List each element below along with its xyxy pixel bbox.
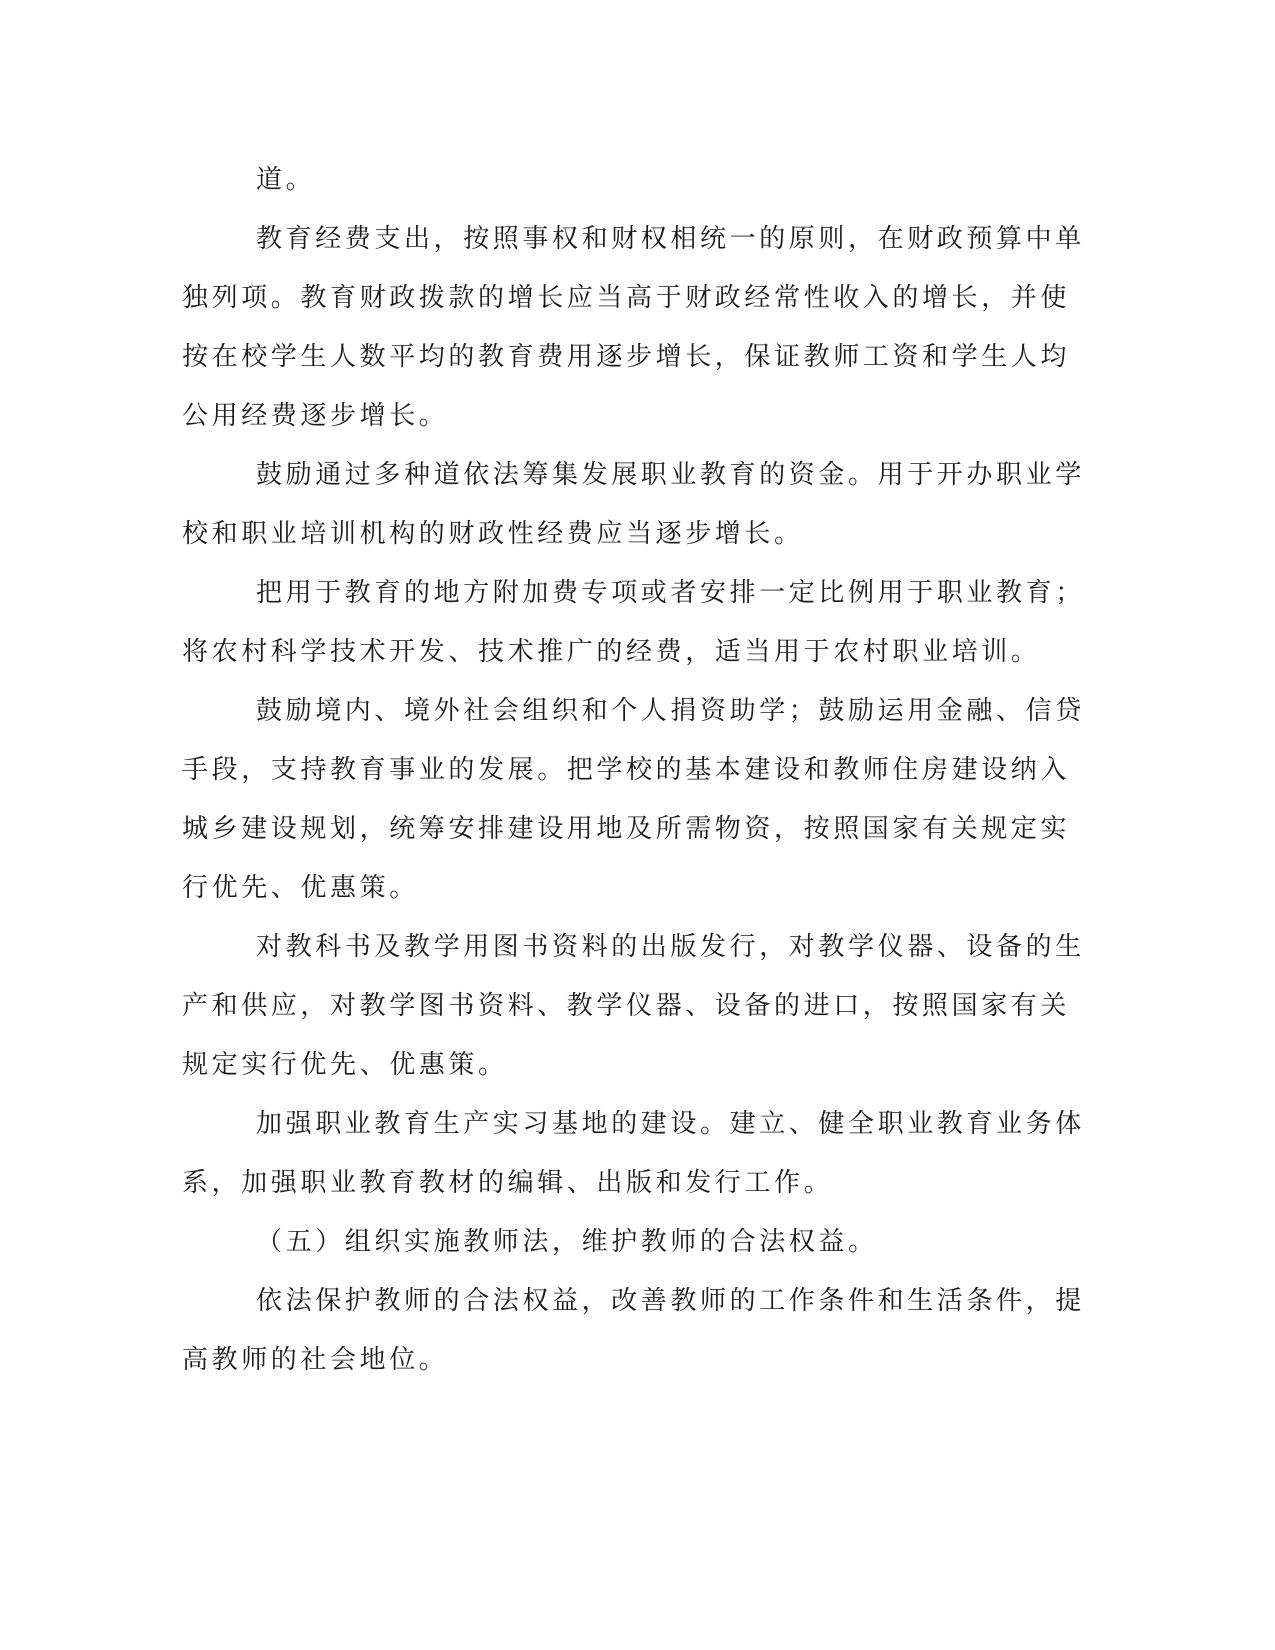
text-line: 手段，支持教育事业的发展。把学校的基本建设和教师住房建设纳入 [182,755,1071,785]
text-line: 对教科书及教学用图书资料的出版发行，对教学仪器、设备的生 [256,932,1085,962]
text-line: 公用经费逐步增长。 [182,401,449,431]
section-heading: （五）组织实施教师法，维护教师的合法权益。 [256,1227,878,1257]
text-line: 城乡建设规划，统筹安排建设用地及所需物资，按照国家有关规定实 [182,814,1071,844]
text-line: 将农村科学技术开发、技术推广的经费，适当用于农村职业培训。 [182,637,1041,667]
text-line: 依法保护教师的合法权益，改善教师的工作条件和生活条件，提 [256,1286,1085,1316]
text-line: 独列项。教育财政拨款的增长应当高于财政经常性收入的增长，并使 [182,283,1071,313]
text-line: 道。 [256,165,316,195]
text-line: 校和职业培训机构的财政性经费应当逐步增长。 [182,519,804,549]
text-line: 按在校学生人数平均的教育费用逐步增长，保证教师工资和学生人均 [182,342,1071,372]
text-line: 规定实行优先、优惠策。 [182,1050,508,1080]
text-line: 把用于教育的地方附加费专项或者安排一定比例用于职业教育； [256,578,1085,608]
text-line: 鼓励通过多种道依法筹集发展职业教育的资金。用于开办职业学 [256,460,1085,490]
text-line: 系，加强职业教育教材的编辑、出版和发行工作。 [182,1168,834,1198]
text-line: 加强职业教育生产实习基地的建设。建立、健全职业教育业务体 [256,1109,1085,1139]
text-line: 鼓励境内、境外社会组织和个人捐资助学；鼓励运用金融、信贷 [256,696,1085,726]
text-line: 产和供应，对教学图书资料、教学仪器、设备的进口，按照国家有关 [182,991,1071,1021]
text-line: 行优先、优惠策。 [182,873,419,903]
text-line: 高教师的社会地位。 [182,1345,449,1375]
text-line: 教育经费支出，按照事权和财权相统一的原则，在财政预算中单 [256,224,1085,254]
